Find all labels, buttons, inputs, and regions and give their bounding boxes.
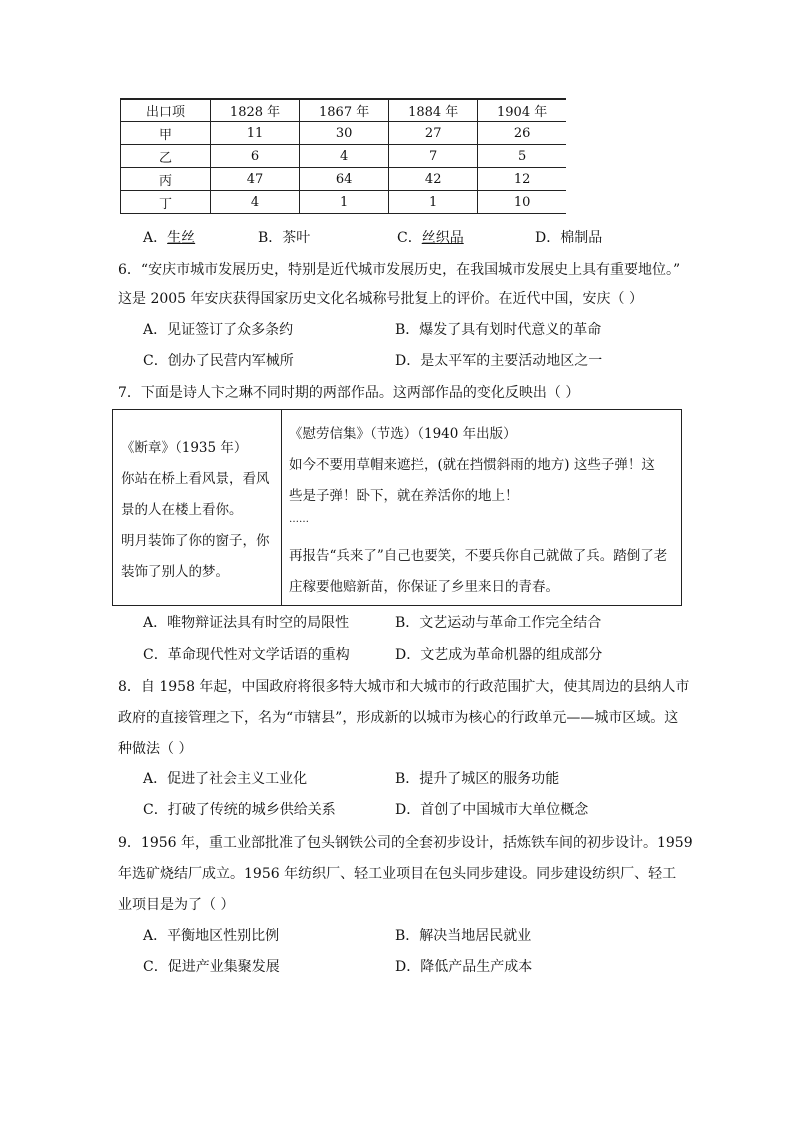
q9-option-b[interactable]: B．解决当地居民就业 xyxy=(395,928,532,944)
poem-left-line: 明月装饰了你的窗子，你 xyxy=(121,533,270,549)
table-cell: 30 xyxy=(300,122,389,145)
table-header-cell: 1828 年 xyxy=(211,99,300,122)
option-letter: D． xyxy=(535,230,561,246)
poem-right-ellipsis: …… xyxy=(289,514,309,525)
question-7-stem: 7．下面是诗人卞之琳不同时期的两部作品。这两部作品的变化反映出（ ） xyxy=(118,385,580,401)
question-9-line: 9．1956 年，重工业部批准了包头钢铁公司的全套初步设计，括炼铁车间的初步设计。1959 xyxy=(118,835,693,851)
option-letter: B． xyxy=(258,230,283,246)
table-cell: 64 xyxy=(300,168,389,191)
table-cell: 11 xyxy=(211,122,300,145)
table-header-row xyxy=(121,99,567,122)
q6-option-c[interactable]: C．创办了民营内军械所 xyxy=(143,353,294,369)
q6-option-b[interactable]: B．爆发了具有划时代意义的革命 xyxy=(395,322,602,338)
table-row xyxy=(121,145,567,168)
question-6-line: 6．“安庆市城市发展历史，特别是近代城市发展历史，在我国城市发展史上具有重要地位。” xyxy=(118,262,681,278)
q9-option-c[interactable]: C．促进产业集聚发展 xyxy=(143,959,280,975)
table-cell: 4 xyxy=(300,145,389,168)
table-header-cell: 出口项 xyxy=(121,99,211,122)
q8-option-a[interactable]: A．促进了社会主义工业化 xyxy=(143,771,308,787)
poem-left-title: 《断章》（1935 年） xyxy=(121,440,248,456)
question-8-line: 种做法（ ） xyxy=(118,741,193,757)
q6-option-a[interactable]: A．见证签订了众多条约 xyxy=(143,322,294,338)
table-cell: 5 xyxy=(478,145,566,168)
q8-option-c[interactable]: C．打破了传统的城乡供给关系 xyxy=(143,802,336,818)
table-cell: 42 xyxy=(389,168,478,191)
question-9-line: 年选矿烧结厂成立。1956 年纺织厂、轻工业项目在包头同步建设。同步建设纺织厂、轻工 xyxy=(118,866,677,882)
question-8-line: 政府的直接管理之下，名为“市辖县”，形成新的以城市为核心的行政单元——城市区域。这 xyxy=(118,710,679,726)
table-header-cell: 1867 年 xyxy=(300,99,389,122)
q9-option-d[interactable]: D．降低产品生产成本 xyxy=(395,959,533,975)
q5-option-b[interactable] xyxy=(258,228,310,248)
question-8-line: 8．自 1958 年起，中国政府将很多特大城市和大城市的行政范围扩大，使其周边的县纳人市 xyxy=(118,679,690,695)
table-row xyxy=(121,191,567,214)
poem-left-line: 景的人在楼上看你。 xyxy=(121,502,243,518)
poem-right-title: 《慰劳信集》（节选）（1940 年出版） xyxy=(289,426,517,442)
table-header-cell: 1904 年 xyxy=(478,99,566,122)
poem-right-line: 如今不要用草帽来遮拦，(就在挡惯斜雨的地方) 这些子弹！这 xyxy=(289,457,655,473)
q7-option-a[interactable]: A．唯物辩证法具有时空的局限性 xyxy=(143,615,350,631)
table-cell: 6 xyxy=(211,145,300,168)
poem-comparison-table xyxy=(112,409,682,606)
q5-option-a[interactable] xyxy=(143,228,195,248)
poem-right-line: 庄稼要他赔新苗，你保证了乡里来日的青春。 xyxy=(289,579,559,595)
q9-option-a[interactable]: A．平衡地区性别比例 xyxy=(143,928,280,944)
option-letter: C． xyxy=(397,230,422,246)
poem-left-line: 你站在桥上看风景，看风 xyxy=(121,471,270,487)
table-cell: 10 xyxy=(478,191,566,214)
table-divider xyxy=(281,410,282,605)
q5-option-c[interactable] xyxy=(397,228,464,248)
poem-right-line: 些是子弹！卧下，就在养活你的地上！ xyxy=(289,488,519,504)
poem-right-line: 再报告“兵来了”自己也要笑，不要兵你自己就做了兵。踏倒了老 xyxy=(289,548,668,564)
table-row xyxy=(121,168,567,191)
table-cell: 乙 xyxy=(121,145,211,168)
table-cell: 1 xyxy=(300,191,389,214)
option-text: 棉制品 xyxy=(560,230,603,246)
table-row xyxy=(121,122,567,145)
q5-option-d[interactable] xyxy=(535,228,602,248)
option-text: 丝织品 xyxy=(421,230,464,246)
table-cell: 47 xyxy=(211,168,300,191)
table-header-cell: 1884 年 xyxy=(389,99,478,122)
table-cell: 27 xyxy=(389,122,478,145)
table-cell: 4 xyxy=(211,191,300,214)
table-cell: 12 xyxy=(478,168,566,191)
table-cell: 丁 xyxy=(121,191,211,214)
table-cell: 1 xyxy=(389,191,478,214)
q8-option-b[interactable]: B．提升了城区的服务功能 xyxy=(395,771,560,787)
export-table xyxy=(120,98,566,214)
question-9-line: 业项目是为了（ ） xyxy=(118,897,235,913)
q6-option-d[interactable]: D．是太平军的主要活动地区之一 xyxy=(395,353,603,369)
poem-left-line: 装饰了别人的梦。 xyxy=(121,564,229,580)
table-cell: 甲 xyxy=(121,122,211,145)
q7-option-b[interactable]: B．文艺运动与革命工作完全结合 xyxy=(395,615,602,631)
q7-option-d[interactable]: D．文艺成为革命机器的组成部分 xyxy=(395,647,603,663)
table-cell: 7 xyxy=(389,145,478,168)
question-6-line: 这是 2005 年安庆获得国家历史文化名城称号批复上的评价。在近代中国，安庆（ ） xyxy=(118,291,643,307)
q7-option-c[interactable]: C．革命现代性对文学话语的重构 xyxy=(143,647,350,663)
option-letter: A． xyxy=(143,230,168,246)
q8-option-d[interactable]: D．首创了中国城市大单位概念 xyxy=(395,802,589,818)
table-cell: 26 xyxy=(478,122,566,145)
table-cell: 丙 xyxy=(121,168,211,191)
option-text: 生丝 xyxy=(167,230,196,246)
option-text: 茶叶 xyxy=(282,230,311,246)
